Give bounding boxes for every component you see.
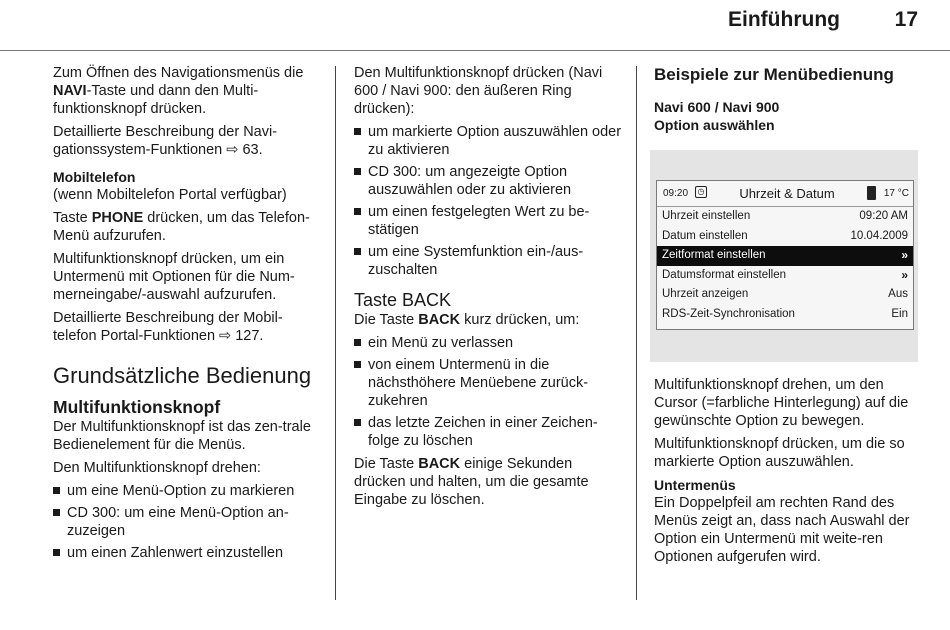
paragraph: Multifunktionsknopf drücken, um ein Untermenü mit Optionen für die Num-merneingabe/-auswahl aufzurufen. — [53, 251, 295, 303]
bullet-list — [354, 123, 624, 279]
column-3 — [654, 64, 924, 134]
text: -Taste und dann den Multi-funktionsknopf drücken. — [53, 83, 259, 117]
list-item: ein Menü zu verlassen — [354, 334, 624, 352]
menu-item-value: 10.04.2009 — [850, 229, 908, 242]
list-item: von einem Untermenü in die nächsthöhere Menüebene zurück-zukehren — [354, 356, 624, 410]
heading-basic-operation: Grundsätzliche Bedienung — [53, 363, 312, 388]
paragraph: Detaillierte Beschreibung der Navi-gationssystem-Funktionen ⇨ 63. — [53, 124, 278, 158]
menu-item-label: Datum einstellen — [662, 229, 748, 242]
text: Die Taste — [354, 312, 419, 328]
list-item: um einen festgelegten Wert zu be-stätigen — [354, 203, 624, 239]
menu-item-value: 09:20 AM — [859, 210, 908, 222]
text: kurz drücken, um: — [460, 312, 580, 328]
display-screenshot — [656, 180, 914, 330]
list-item: um eine Systemfunktion ein-/aus-zuschalten — [354, 243, 624, 279]
paragraph: Ein Doppelpfeil am rechten Rand des Menüs zeigt an, dass nach Auswahl der Option ein Untermenü mit weite-ren Optionen aufgerufen wird. — [654, 495, 910, 565]
page-number: 17 — [894, 8, 918, 31]
column-divider — [335, 66, 336, 600]
paragraph — [53, 64, 323, 118]
screen-menu-item[interactable] — [657, 266, 913, 286]
column-divider — [636, 66, 637, 600]
keyword-navi: NAVI — [53, 83, 87, 99]
column-3-text — [654, 376, 924, 571]
text: Zum Öffnen des Navigationsmenüs die — [53, 65, 304, 81]
header-rule — [0, 50, 950, 51]
screen-menu-item[interactable] — [657, 207, 913, 227]
paragraph: Der Multifunktionsknopf ist das zen-trale Bedienelement für die Menüs. — [53, 419, 311, 453]
screen-clock: 09:20 — [663, 188, 689, 199]
screen-temperature: 17 °C — [883, 188, 909, 199]
menu-item-label: Datumsformat einstellen — [662, 268, 786, 281]
bullet-list — [53, 482, 323, 562]
list-item: um eine Menü-Option zu markieren — [53, 482, 323, 500]
list-item: CD 300: um angezeigte Option auszuwählen oder zu aktivieren — [354, 163, 624, 199]
chapter-title: Einführung — [728, 8, 840, 31]
subheading-navi-models: Navi 600 / Navi 900 — [654, 99, 780, 115]
paragraph — [53, 209, 323, 245]
phone-icon — [867, 186, 876, 200]
section-title-mobile: Mobiltelefon — [53, 169, 136, 185]
list-item: um markierte Option auszuwählen oder zu aktivieren — [354, 123, 624, 159]
paragraph: Multifunktionsknopf drehen, um den Cursor (=farbliche Hinterlegung) auf die gewünschte Option zu bewegen. — [654, 377, 909, 429]
heading-back-button: Taste BACK — [354, 290, 452, 310]
text: Taste — [53, 210, 92, 226]
heading-multifunction-knob: Multifunktionsknopf — [53, 397, 221, 417]
subheading-submenus: Untermenüs — [654, 477, 736, 493]
menu-item-label: Uhrzeit einstellen — [662, 210, 751, 222]
menu-item-value: Aus — [888, 288, 908, 300]
text: drücken, um das Telefon-Menü aufzurufen. — [53, 210, 310, 244]
screen-menu-item[interactable] — [657, 227, 913, 247]
list-item: das letzte Zeichen in einer Zeichen-folge zu löschen — [354, 414, 624, 450]
heading-menu-examples: Beispiele zur Menübedienung — [654, 65, 894, 84]
paragraph: Detaillierte Beschreibung der Mobil-telefon Portal-Funktionen ⇨ 127. — [53, 310, 283, 344]
menu-item-label: RDS-Zeit-Synchronisation — [662, 307, 795, 320]
keyword-back: BACK — [418, 456, 461, 472]
text: einige Sekunden drücken und halten, um die gesamte Eingabe zu löschen. — [354, 456, 589, 508]
screen-title: Uhrzeit & Datum — [739, 186, 835, 201]
column-1 — [53, 64, 323, 567]
submenu-arrow-icon: » — [901, 248, 908, 262]
paragraph: Multifunktionsknopf drücken, um die so markierte Option auszuwählen. — [654, 436, 905, 470]
screen-menu-item[interactable] — [657, 246, 913, 266]
keyword-phone: PHONE — [91, 210, 144, 226]
text: Die Taste — [354, 456, 419, 472]
paragraph — [354, 455, 624, 509]
clock-icon: ◷ — [695, 186, 707, 198]
screen-menu-item[interactable] — [657, 305, 913, 325]
menu-item-value: Ein — [891, 307, 908, 320]
list-item: um einen Zahlenwert einzustellen — [53, 544, 323, 562]
list-item: CD 300: um eine Menü-Option an-zuzeigen — [53, 504, 323, 540]
subheading-select-option: Option auswählen — [654, 117, 775, 133]
paragraph — [354, 311, 624, 329]
bullet-list — [354, 334, 624, 450]
paragraph: Den Multifunktionsknopf drücken (Navi 600 / Navi 900: den äußeren Ring drücken): — [354, 65, 603, 117]
paragraph: (wenn Mobiltelefon Portal verfügbar) — [53, 187, 287, 203]
column-2 — [354, 64, 624, 514]
keyword-back: BACK — [418, 312, 461, 328]
menu-item-label: Zeitformat einstellen — [662, 249, 766, 261]
screen-menu-item[interactable] — [657, 285, 913, 305]
screen-header — [657, 181, 913, 207]
submenu-arrow-icon: » — [901, 267, 908, 282]
menu-item-label: Uhrzeit anzeigen — [662, 288, 749, 300]
paragraph: Den Multifunktionsknopf drehen: — [53, 460, 261, 476]
screen-menu-list — [657, 207, 913, 324]
